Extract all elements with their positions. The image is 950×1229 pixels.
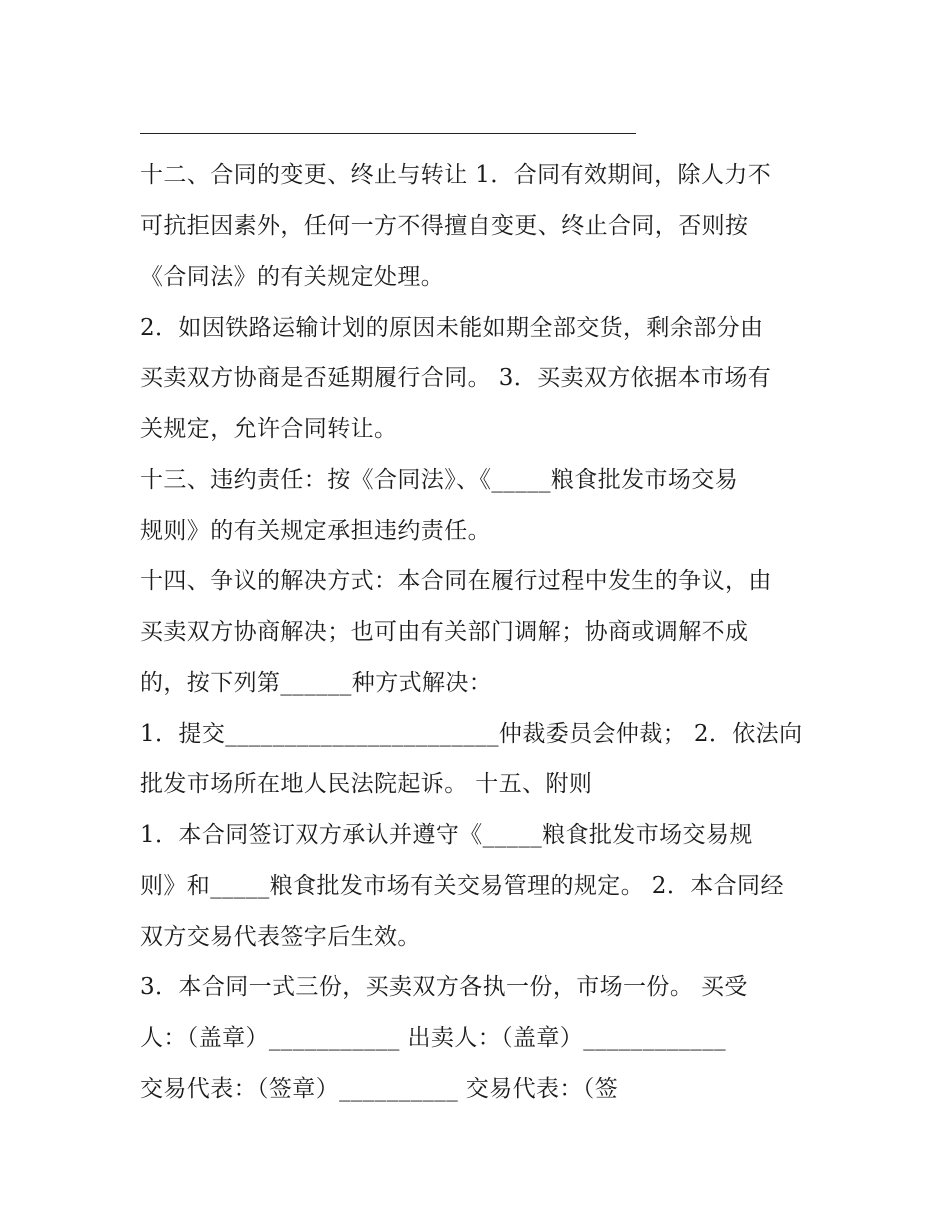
text-line: 则》和_____粮食批发市场有关交易管理的规定。 2．本合同经: [140, 873, 784, 899]
text-line: 《合同法》的有关规定处理。: [140, 264, 445, 290]
text-line: 的，按下列第______种方式解决：: [140, 670, 493, 696]
text-line: 买卖双方协商是否延期履行合同。 3．买卖双方依据本市场有: [140, 365, 772, 391]
text-line: 可抗拒因素外，任何一方不得擅自变更、终止合同，否则按: [140, 213, 749, 239]
text-line: 十四、争议的解决方式：本合同在履行过程中发生的争议，由: [140, 568, 772, 594]
text-line: 1．本合同签订双方承认并遵守《_____粮食批发市场交易规: [140, 822, 753, 848]
text-line: 批发市场所在地人民法院起诉。 十五、附则: [140, 771, 593, 797]
text-line: 双方交易代表签字后生效。: [140, 924, 421, 950]
text-line: 交易代表：（签章）__________ 交易代表：（签: [140, 1076, 619, 1102]
text-line: 3．本合同一式三份，买卖双方各执一份，市场一份。 买受: [140, 974, 748, 1000]
text-line: 十二、合同的变更、终止与转让 1．合同有效期间，除人力不: [140, 162, 772, 188]
text-line: 1．提交_______________________仲裁委员会仲裁； 2．依法向: [140, 721, 803, 747]
top-rule-divider: [140, 133, 636, 134]
text-line: 十三、违约责任：按《合同法》、《_____粮食批发市场交易: [140, 467, 739, 493]
text-line: 2．如因铁路运输计划的原因未能如期全部交货，剩余部分由: [140, 315, 764, 341]
text-line: 买卖双方协商解决；也可由有关部门调解；协商或调解不成: [140, 619, 749, 645]
text-line: 规则》的有关规定承担违约责任。: [140, 518, 491, 544]
text-line: 关规定，允许合同转让。: [140, 416, 398, 442]
text-line: 人：（盖章）___________ 出卖人：（盖章）____________: [140, 1025, 727, 1051]
